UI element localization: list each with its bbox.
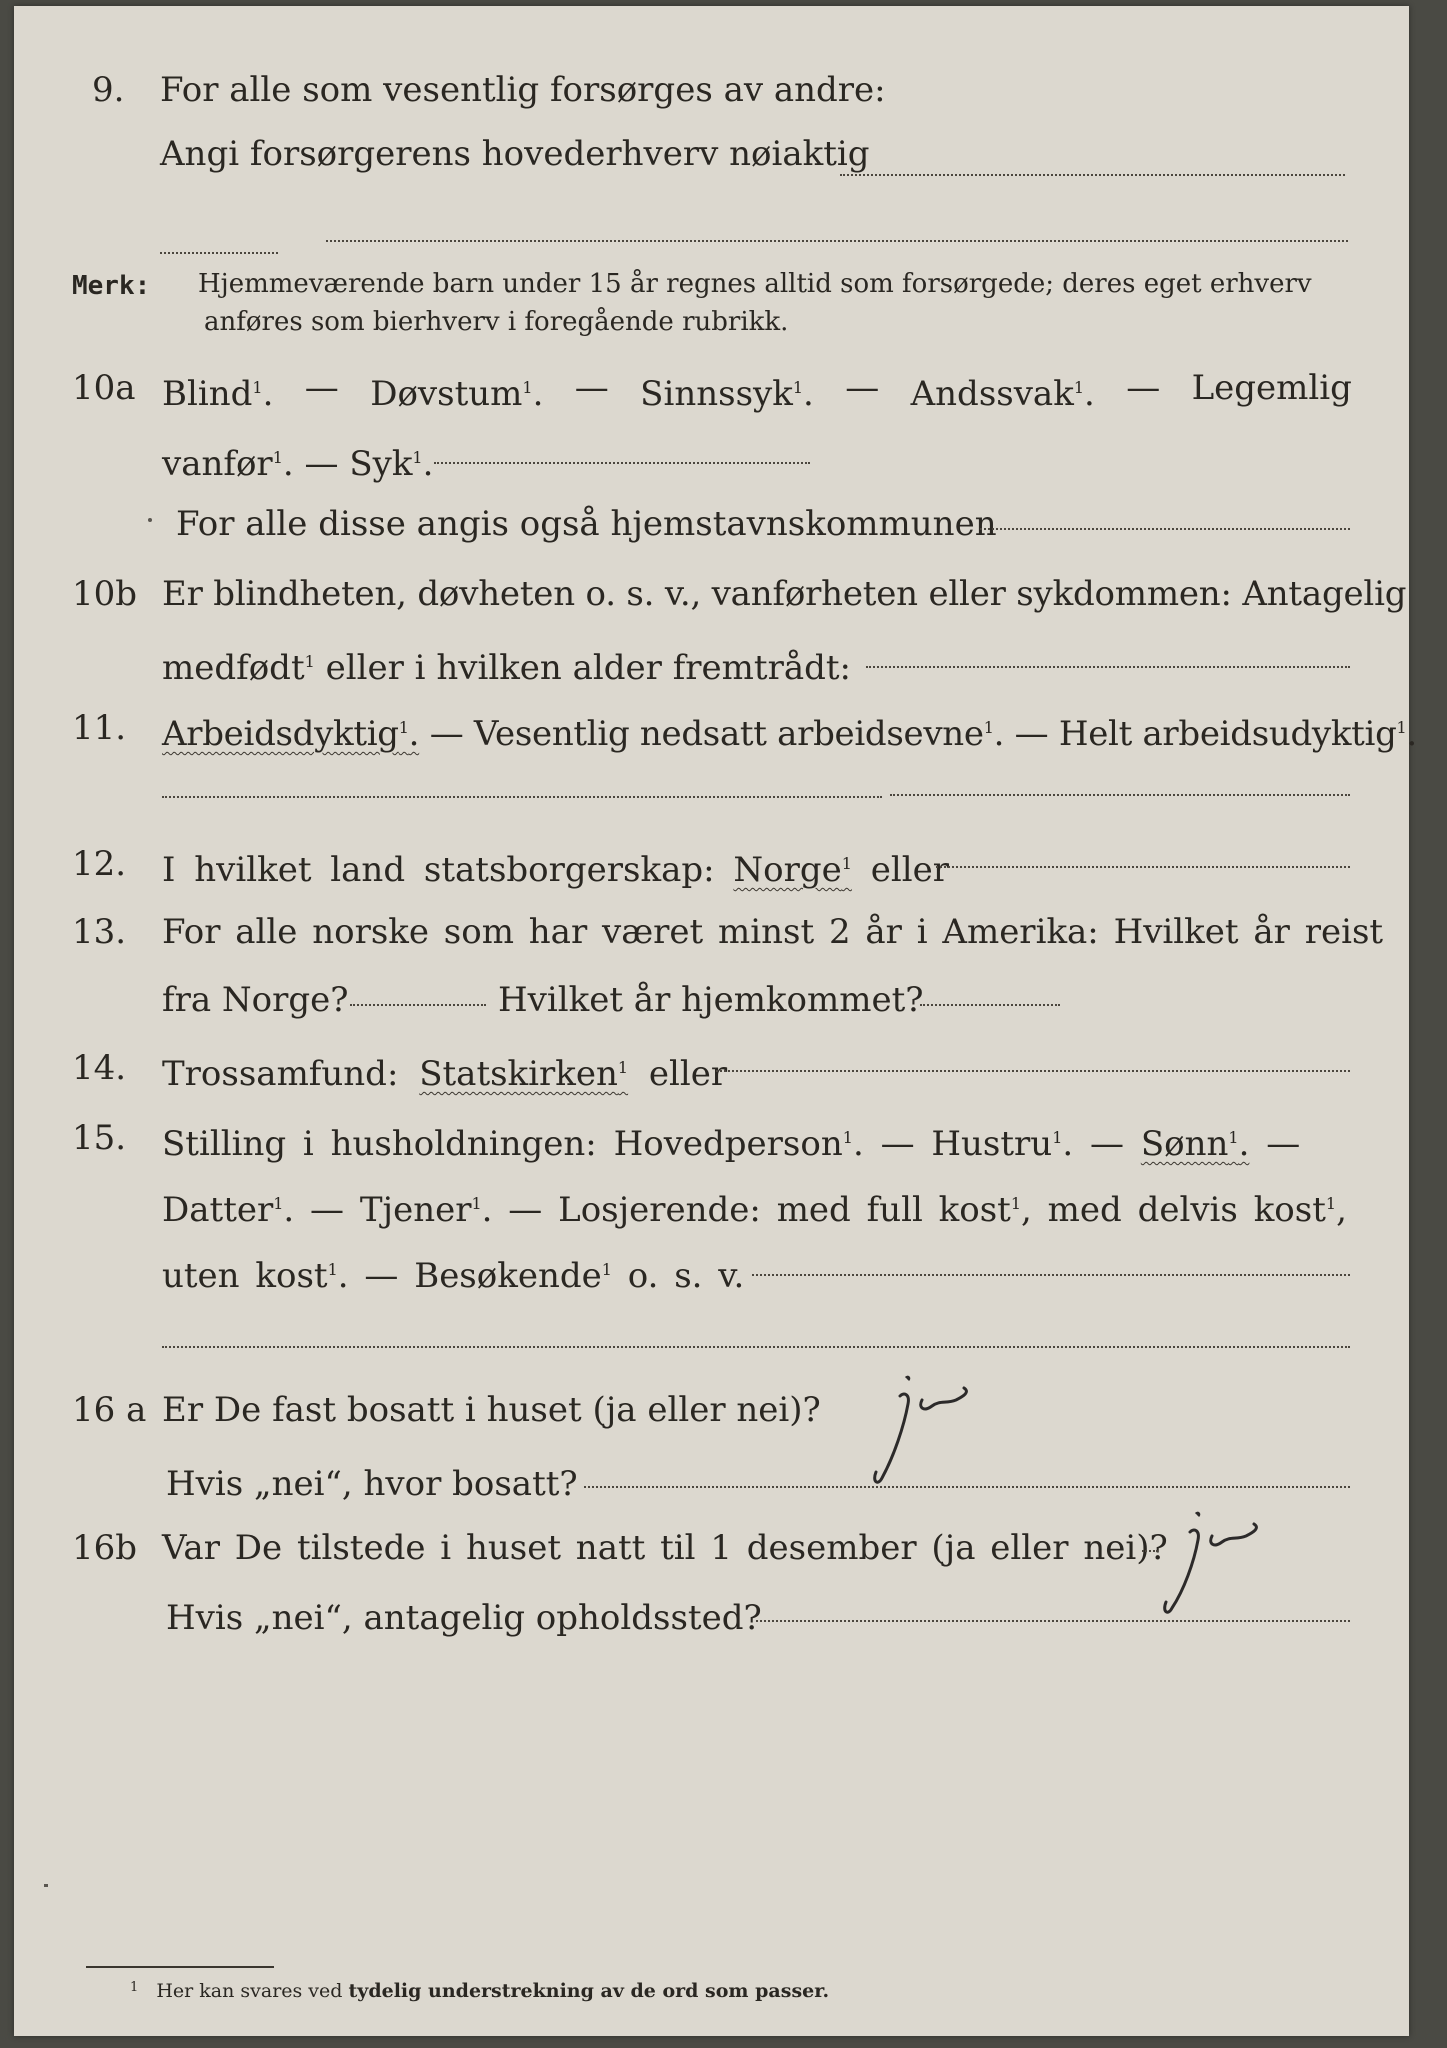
q10a-options-2: vanfør$^1$. — Syk$^1$.	[162, 444, 434, 484]
option-andssvak[interactable]: Andssvak$^1$.	[910, 374, 1095, 414]
option-syk[interactable]: Syk$^1$.	[349, 444, 434, 484]
q16a-bosatt-answer-line[interactable]	[584, 1486, 1350, 1488]
q13-number: 13.	[72, 912, 127, 952]
q11-answer-line-a[interactable]	[162, 796, 882, 798]
q10b-question: Er blindheten, døvheten o. s. v., vanførheten eller sykdommen: Antagelig	[162, 574, 1407, 614]
footnote-text: Her kan svares ved	[156, 1980, 343, 2002]
q16b-handwritten-answer	[1142, 1506, 1322, 1626]
q12-answer-line[interactable]	[936, 866, 1350, 868]
q10b-answer-line[interactable]	[866, 666, 1350, 668]
option-dovstum[interactable]: Døvstum$^1$.	[370, 374, 544, 414]
q9-row-1	[92, 70, 124, 110]
option-hovedperson[interactable]: Hovedperson$^1$.	[613, 1124, 864, 1164]
q14-line: Trossamfund: Statskirken$^1$ eller	[162, 1054, 728, 1094]
merk-label: Merk:	[72, 271, 151, 301]
q10b-line-2: medfødt$^1$ eller i hvilken alder fremtrådt:	[162, 648, 851, 688]
q13-question: For alle norske som har været minst 2 år i Amerika: Hvilket år reist	[162, 912, 1384, 952]
option-sinnssyk[interactable]: Sinnssyk$^1$.	[640, 374, 814, 414]
q13-reist-answer-line[interactable]	[350, 1004, 486, 1006]
q16a-question: Er De fast bosatt i huset (ja eller nei)?	[162, 1390, 821, 1430]
q13-hjemkommet-label: Hvilket år hjemkommet?	[498, 980, 924, 1020]
option-arbeidsdyktig-selected[interactable]: Arbeidsdyktig$^1$.	[162, 714, 420, 754]
q10b-number: 10b	[72, 574, 138, 614]
footnote	[130, 1976, 829, 2003]
q16b-opphold-answer-line[interactable]	[756, 1620, 1350, 1622]
option-legemlig[interactable]: Legemlig	[1191, 368, 1352, 408]
footnote-mark: 1	[130, 1980, 139, 1995]
q16a-bosatt-label: Hvis „nei“, hvor bosatt?	[166, 1464, 578, 1504]
handwriting-ja-icon	[1142, 1506, 1322, 1626]
q16b-opphold-label: Hvis „nei“, antagelig opholdssted?	[166, 1598, 762, 1638]
option-sonn-selected[interactable]: Sønn$^1$.	[1140, 1124, 1250, 1164]
q11-options: Arbeidsdyktig$^1$. — Vesentlig nedsatt arbeidsevne$^1$. — Helt arbeidsudyktig$^1$.	[162, 714, 1417, 754]
q12-number: 12.	[72, 844, 127, 884]
q14-answer-line[interactable]	[716, 1070, 1350, 1072]
q9-answer-line-2b[interactable]	[326, 240, 1348, 242]
q10a-hjemstavn-label: For alle disse angis også hjemstavnskommunen	[176, 504, 997, 544]
q15-answer-line[interactable]	[752, 1274, 1350, 1276]
option-datter[interactable]: Datter$^1$.	[162, 1190, 295, 1230]
q16b-question: Var De tilstede i huset natt til 1 desember (ja eller nei)?	[162, 1528, 1168, 1568]
q9-answer-line-2a[interactable]	[160, 252, 278, 254]
handwriting-ja-icon	[860, 1374, 1040, 1494]
q11-number: 11.	[72, 708, 127, 748]
q15-answer-line-2[interactable]	[162, 1346, 1350, 1348]
q10a-syk-answer-line[interactable]	[434, 462, 810, 464]
q9-number: 9.	[92, 70, 125, 110]
merk-text-1: Hjemmeværende barn under 15 år regnes alltid som forsørgede; deres eget erhverv	[198, 269, 1312, 299]
q16a-handwritten-answer	[860, 1374, 1040, 1494]
q13-hjemkommet-answer-line[interactable]	[920, 1004, 1060, 1006]
option-medfodt[interactable]: medfødt$^1$	[162, 648, 315, 688]
option-hustru[interactable]: Hustru$^1$.	[931, 1124, 1074, 1164]
q15-line-3: uten kost$^1$. — Besøkende$^1$ o. s. v.	[162, 1256, 745, 1296]
q9-answer-line[interactable]	[840, 174, 1345, 176]
option-uten-kost[interactable]: uten kost$^1$.	[162, 1256, 349, 1296]
q16b-number: 16b	[72, 1528, 138, 1568]
option-tjener[interactable]: Tjener$^1$.	[359, 1190, 493, 1230]
census-form-page	[14, 6, 1417, 2036]
option-full-kost[interactable]: Losjerende: med full kost$^1$,	[558, 1190, 1032, 1230]
q15-number: 15.	[72, 1118, 127, 1158]
option-delvis-kost[interactable]: med delvis kost$^1$,	[1047, 1190, 1347, 1230]
q15-line-2: Datter$^1$. — Tjener$^1$. — Losjerende: med full kost$^1$, med delvis kost$^1$,	[162, 1190, 1347, 1230]
option-statskirken-selected[interactable]: Statskirken$^1$	[419, 1054, 629, 1094]
q11-answer-line-b[interactable]	[890, 794, 1350, 796]
option-besokende[interactable]: Besøkende$^1$	[414, 1256, 612, 1296]
option-nedsatt[interactable]: Vesentlig nedsatt arbeidsevne$^1$.	[473, 714, 1005, 754]
option-norge-selected[interactable]: Norge$^1$	[733, 850, 852, 890]
merk-text-2: anføres som bierhverv i foregående rubrikk.	[204, 307, 789, 337]
q12-line: I hvilket land statsborgerskap: Norge$^1$ eller	[162, 850, 949, 890]
q10a-options-1: Blind$^1$. — Døvstum$^1$. — Sinnssyk$^1$. — Andssvak$^1$. — Legemlig	[162, 368, 1352, 414]
ink-speck	[44, 1884, 48, 1887]
q10a-hjemstavn-answer-line[interactable]	[980, 528, 1350, 530]
q13-reist-label: fra Norge?	[162, 980, 349, 1020]
footnote-text-bold: tydelig understrekning av de ord som passer.	[348, 1980, 830, 2002]
q14-number: 14.	[72, 1048, 127, 1088]
footnote-rule	[86, 1966, 274, 1968]
q10a-number: 10a	[72, 368, 136, 408]
option-udyktig[interactable]: Helt arbeidsudyktig$^1$.	[1058, 714, 1417, 754]
option-vanfor[interactable]: vanfør$^1$.	[162, 444, 294, 484]
q16a-number: 16 a	[72, 1390, 147, 1430]
q9-provider-label: Angi forsørgerens hovederhverv nøiaktig	[160, 134, 870, 174]
q9-question: For alle som vesentlig forsørges av andre:	[160, 70, 886, 110]
ink-speck	[148, 518, 152, 522]
q15-line-1: Stilling i husholdningen: Hovedperson$^1$. — Hustru$^1$. — Sønn$^1$. —	[162, 1124, 1301, 1164]
option-blind[interactable]: Blind$^1$.	[162, 374, 274, 414]
